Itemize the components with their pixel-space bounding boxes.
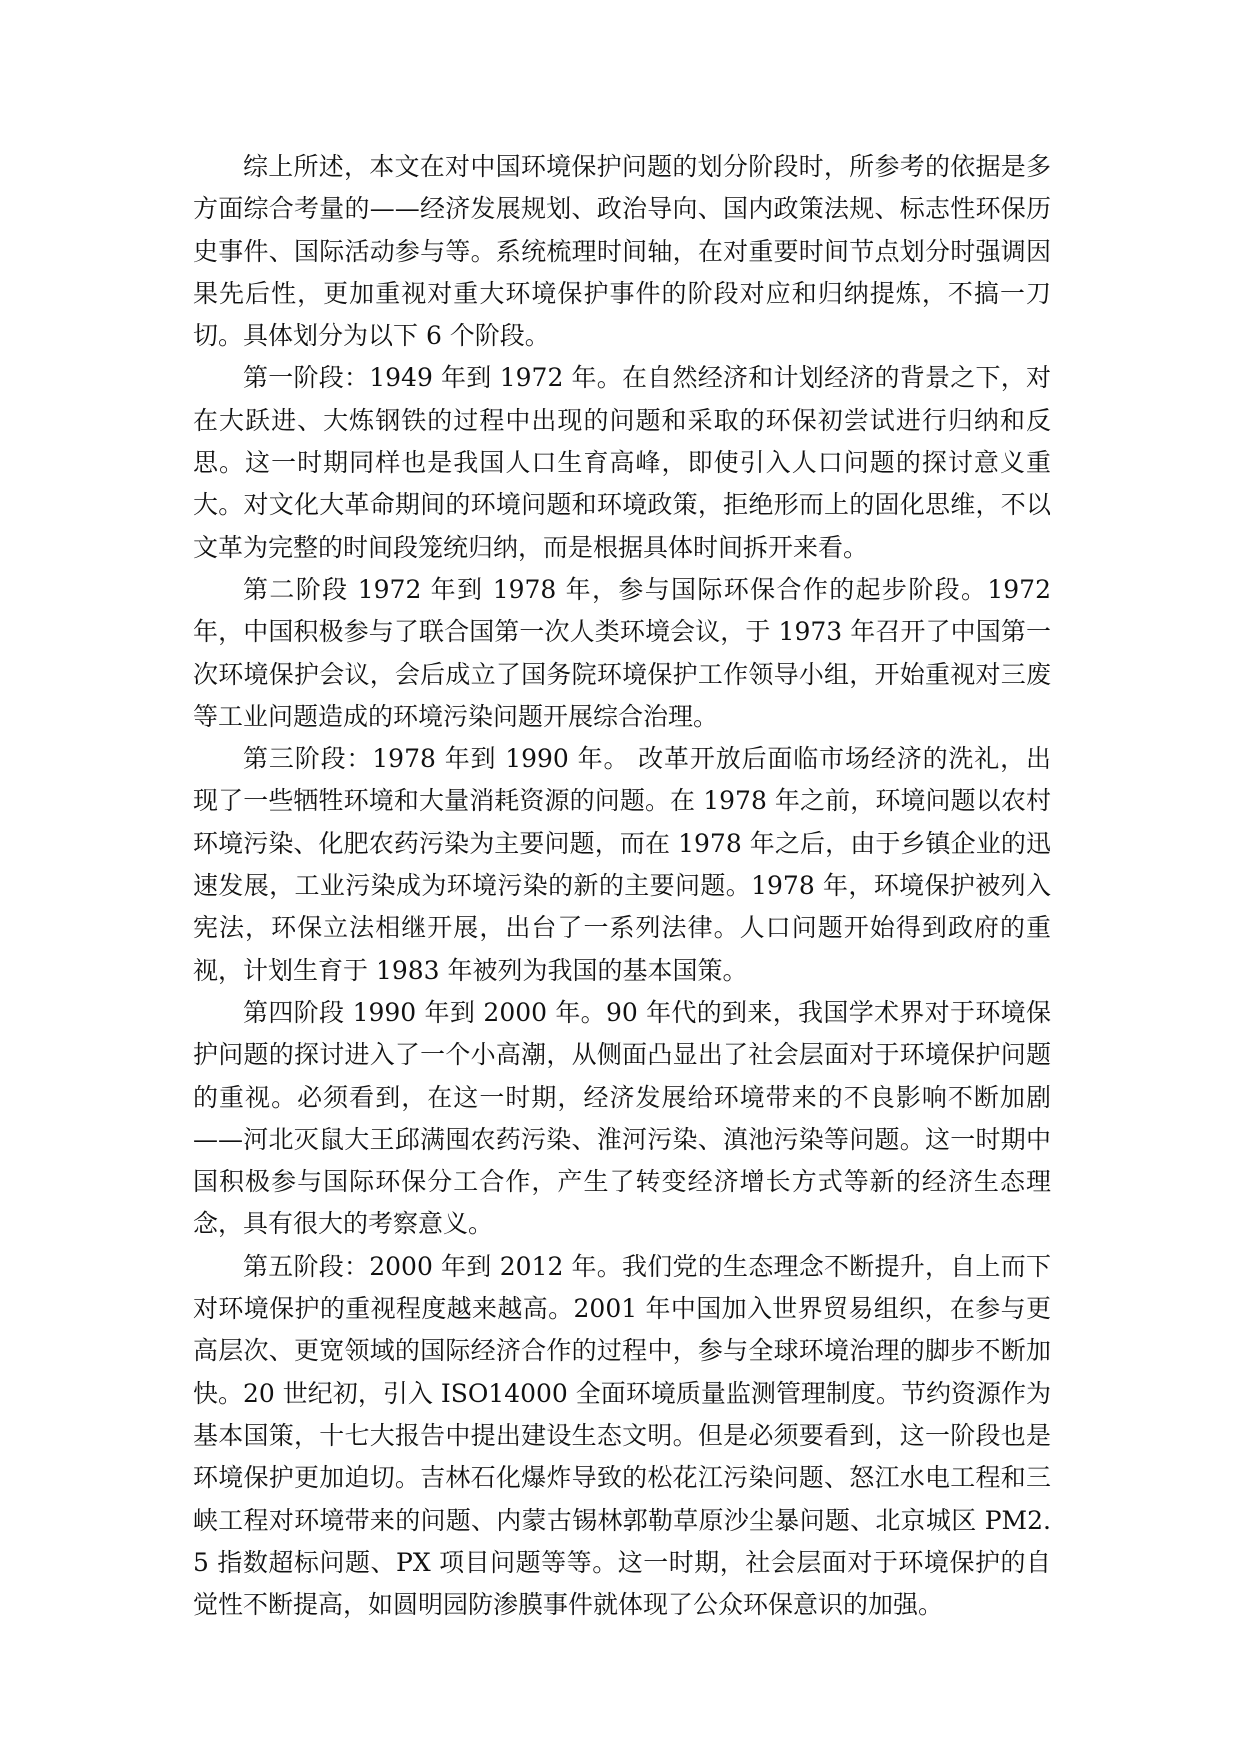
paragraph-stage-2: 第二阶段 1972 年到 1978 年，参与国际环保合作的起步阶段。1972 年，中国积极参与了联合国第一次人类环境会议，于 1973 年召开了中国第一次环境保护会议，会后成立了国务院环境保护工作领导小组，开始重视对三废等工业问题造成的环境污染问题开展综合治理。 [193, 574, 1051, 731]
paragraph-summary: 综上所述，本文在对中国环境保护问题的划分阶段时，所参考的依据是多方面综合考量的——经济发展规划、政治导向、国内政策法规、标志性环保历史事件、国际活动参与等。系统梳理时间轴，在对重要时间节点划分时强调因果先后性，更加重视对重大环境保护事件的阶段对应和归纳提炼，不搞一刀切。具体划分为以下 6 个阶段。 [193, 152, 1051, 351]
paragraph-stage-5: 第五阶段：2000 年到 2012 年。我们党的生态理念不断提升，自上而下对环境保护的重视程度越来越高。2001 年中国加入世界贸易组织，在参与更高层次、更宽领域的国际经济合作的过程中，参与全球环境治理的脚步不断加快。20 世纪初，引入 ISO14000 全面环境质量监测管理制度。节约资源作为基本国策，十七大报告中提出建设生态文明。但是必须要看到，这一阶段也是环境保护更加迫切。吉林石化爆炸导致的松花江污染问题、怒江水电工程和三峡工程对环境带来的问题、内蒙古锡林郭勒草原沙尘暴问题、北京城区 PM2.5 指数超标问题、PX 项目问题等等。这一时期，社会层面对于环境保护的自觉性不断提高，如圆明园防渗膜事件就体现了公众环保意识的加强。 [193, 1251, 1051, 1620]
paragraph-stage-3: 第三阶段：1978 年到 1990 年。 改革开放后面临市场经济的洗礼，出现了一些牺牲环境和大量消耗资源的问题。在 1978 年之前，环境问题以农村环境污染、化肥农药污染为主要问题，而在 1978 年之后，由于乡镇企业的迅速发展，工业污染成为环境污染的新的主要问题。1978 年，环境保护被列入宪法，环保立法相继开展，出台了一系列法律。人口问题开始得到政府的重视，计划生育于 1983 年被列为我国的基本国策。 [193, 744, 1051, 985]
paragraph-stage-4: 第四阶段 1990 年到 2000 年。90 年代的到来，我国学术界对于环境保护问题的探讨进入了一个小高潮，从侧面凸显出了社会层面对于环境保护问题的重视。必须看到，在这一时期，经济发展给环境带来的不良影响不断加剧——河北灭鼠大王邱满囤农药污染、淮河污染、滇池污染等问题。这一时期中国积极参与国际环保分工合作，产生了转变经济增长方式等新的经济生态理念，具有很大的考察意义。 [193, 997, 1051, 1239]
document-body [193, 146, 1051, 1626]
paragraph-stage-1: 第一阶段：1949 年到 1972 年。在自然经济和计划经济的背景之下，对在大跃进、大炼钢铁的过程中出现的问题和采取的环保初尝试进行归纳和反思。这一时期同样也是我国人口生育高峰，即使引入人口问题的探讨意义重大。对文化大革命期间的环境问题和环境政策，拒绝形而上的固化思维，不以文革为完整的时间段笼统归纳，而是根据具体时间拆开来看。 [193, 363, 1051, 562]
